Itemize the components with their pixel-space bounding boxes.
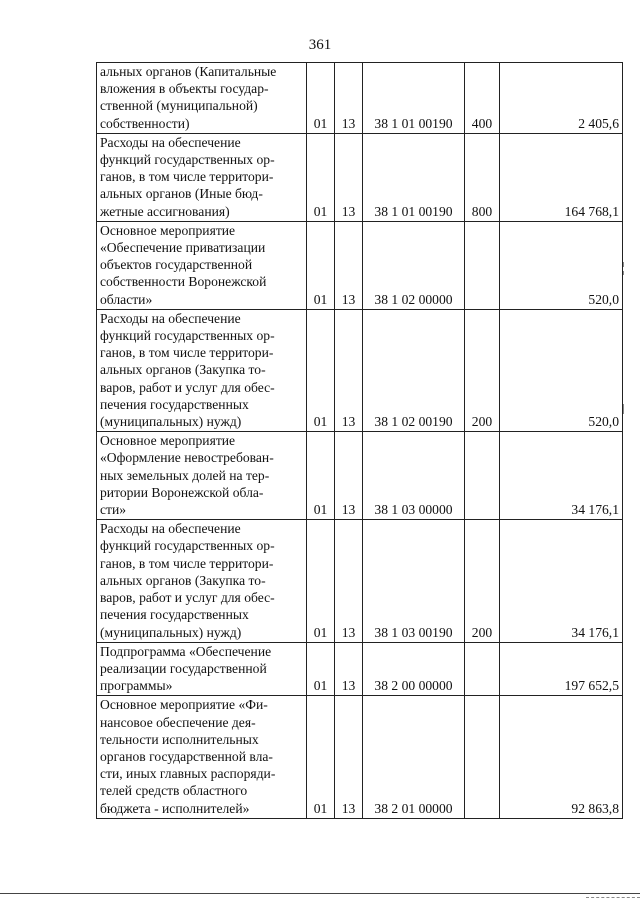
row-pr: 13 — [335, 133, 363, 221]
row-csr: 38 1 03 00190 — [363, 520, 465, 642]
row-rz: 01 — [307, 520, 335, 642]
row-sum: 520,0 — [500, 221, 623, 309]
row-csr: 38 1 01 00190 — [363, 133, 465, 221]
row-name: Подпрограмма «Обеспечение реализации государственной программы» — [97, 642, 307, 696]
bottom-rule — [0, 893, 640, 894]
bottom-rule-dashed — [586, 897, 640, 898]
table-row — [97, 309, 623, 431]
row-sum: 197 652,5 — [500, 642, 623, 696]
row-csr: 38 2 00 00000 — [363, 642, 465, 696]
row-pr: 13 — [335, 432, 363, 520]
row-sum: 34 176,1 — [500, 520, 623, 642]
row-sum: 520,0 — [500, 309, 623, 431]
row-csr: 38 2 01 00000 — [363, 696, 465, 818]
scan-mark — [623, 262, 624, 267]
row-csr: 38 1 02 00000 — [363, 221, 465, 309]
row-vr — [465, 432, 500, 520]
row-name: Расходы на обеспечение функций государственных ор- ганов, в том числе территори- альных органов (Иные бюд- жетные ассигнования) — [97, 133, 307, 221]
row-sum: 92 863,8 — [500, 696, 623, 818]
table-row — [97, 432, 623, 520]
row-rz: 01 — [307, 696, 335, 818]
row-sum: 34 176,1 — [500, 432, 623, 520]
row-sum: 164 768,1 — [500, 133, 623, 221]
row-rz: 01 — [307, 642, 335, 696]
row-rz: 01 — [307, 63, 335, 134]
row-vr: 400 — [465, 63, 500, 134]
row-rz: 01 — [307, 221, 335, 309]
row-csr: 38 1 03 00000 — [363, 432, 465, 520]
budget-table — [96, 62, 623, 819]
row-vr: 200 — [465, 309, 500, 431]
table-row — [97, 63, 623, 134]
row-pr: 13 — [335, 696, 363, 818]
row-vr: 200 — [465, 520, 500, 642]
row-vr — [465, 642, 500, 696]
row-vr — [465, 696, 500, 818]
row-vr — [465, 221, 500, 309]
table-row — [97, 642, 623, 696]
scan-mark — [623, 404, 624, 414]
row-pr: 13 — [335, 63, 363, 134]
row-name: альных органов (Капитальные вложения в объекты государ- ственной (муниципальной) собственности) — [97, 63, 307, 134]
row-csr: 38 1 01 00190 — [363, 63, 465, 134]
row-name: Расходы на обеспечение функций государственных ор- ганов, в том числе территори- альных органов (Закупка то- варов, работ и услуг для обес- печения государственных (муниципальных) нужд) — [97, 309, 307, 431]
table-row — [97, 133, 623, 221]
row-vr: 800 — [465, 133, 500, 221]
row-pr: 13 — [335, 309, 363, 431]
row-name: Основное мероприятие «Обеспечение приватизации объектов государственной собственности Воронежской области» — [97, 221, 307, 309]
row-csr: 38 1 02 00190 — [363, 309, 465, 431]
table-row — [97, 221, 623, 309]
row-rz: 01 — [307, 309, 335, 431]
row-name: Расходы на обеспечение функций государственных ор- ганов, в том числе территори- альных органов (Закупка то- варов, работ и услуг для обес- печения государственных (муниципальных) нужд) — [97, 520, 307, 642]
row-pr: 13 — [335, 520, 363, 642]
table-row — [97, 520, 623, 642]
row-rz: 01 — [307, 133, 335, 221]
row-name: Основное мероприятие «Фи- нансовое обеспечение дея- тельности исполнительных органов государственной вла- сти, иных главных распоряди- телей средств областного бюджета - исполнителей» — [97, 696, 307, 818]
page-number: 361 — [308, 37, 332, 53]
row-pr: 13 — [335, 221, 363, 309]
row-pr: 13 — [335, 642, 363, 696]
row-name: Основное мероприятие «Оформление невостребован- ных земельных долей на тер- ритории Воронежской обла- сти» — [97, 432, 307, 520]
table-row — [97, 696, 623, 818]
scan-mark — [623, 271, 624, 275]
row-rz: 01 — [307, 432, 335, 520]
row-sum: 2 405,6 — [500, 63, 623, 134]
